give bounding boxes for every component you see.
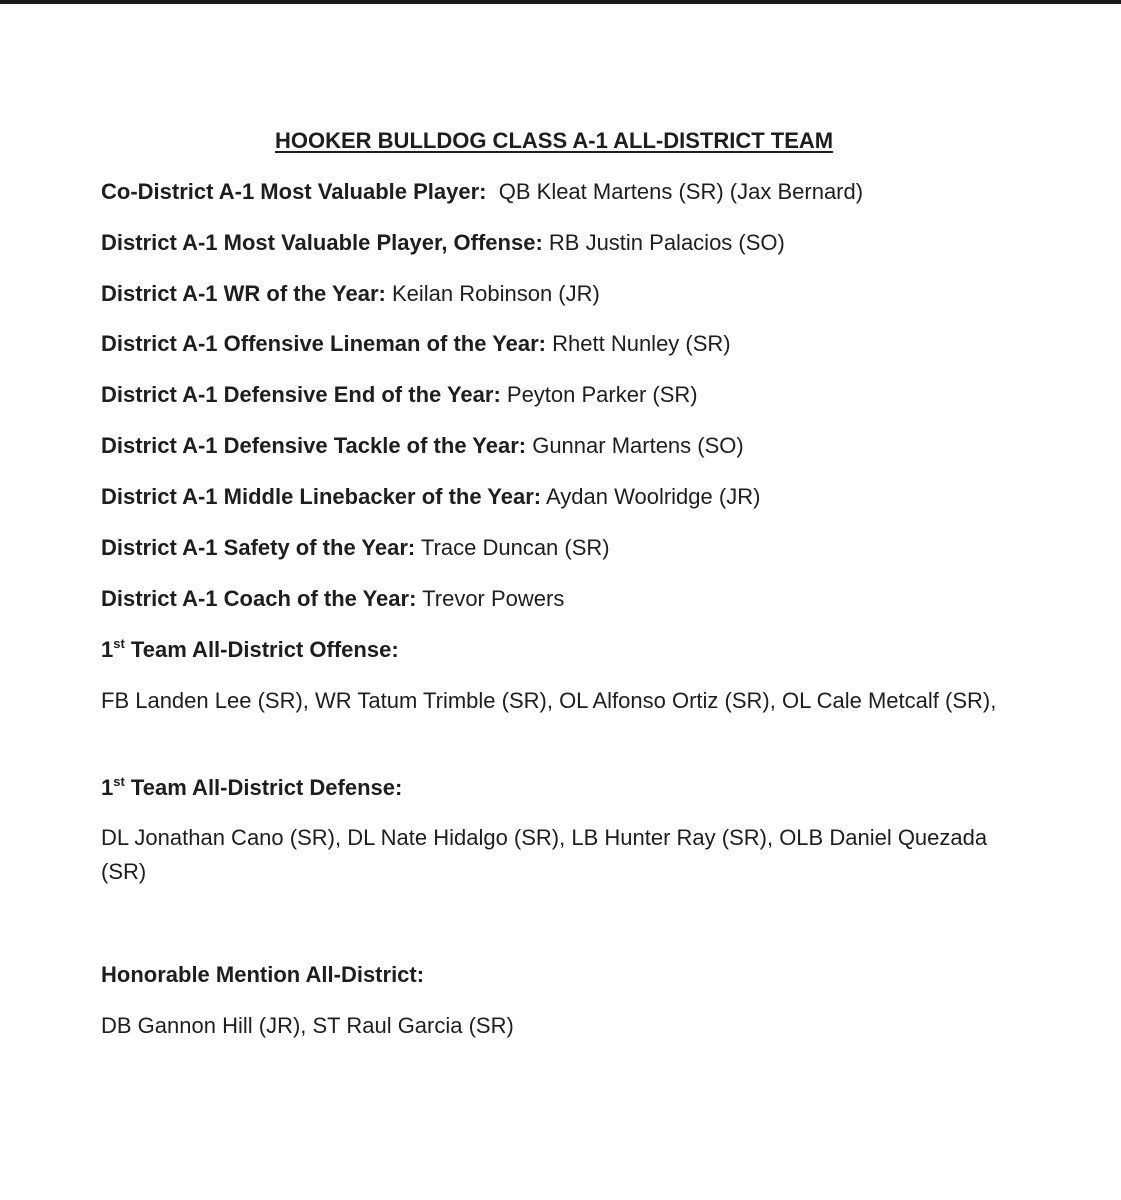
award-label: District A-1 Middle Linebacker of the Year: xyxy=(101,484,542,509)
honorable-players: DB Gannon Hill (JR), ST Raul Garcia (SR) xyxy=(101,1013,514,1038)
award-value: Keilan Robinson (JR) xyxy=(385,281,600,306)
award-value: RB Justin Palacios (SO) xyxy=(542,230,785,255)
defense-players: DL Jonathan Cano (SR), DL Nate Hidalgo (SR), LB Hunter Ray (SR), OLB Daniel Quezada (SR) xyxy=(101,825,988,884)
award-value: Trevor Powers xyxy=(416,586,565,611)
award-line xyxy=(101,378,698,412)
offense-heading-suffix: st xyxy=(113,636,125,651)
award-label: District A-1 Coach of the Year: xyxy=(101,586,417,611)
award-value: Trace Duncan (SR) xyxy=(415,535,610,560)
defense-heading-text: Team All-District Defense: xyxy=(124,775,403,800)
award-line xyxy=(101,327,731,361)
award-value: Aydan Woolridge (JR) xyxy=(541,484,761,509)
award-label: District A-1 Defensive End of the Year: xyxy=(101,382,501,407)
offense-heading xyxy=(101,633,399,667)
award-line xyxy=(101,277,600,311)
offense-heading-text: Team All-District Offense: xyxy=(124,637,399,662)
award-line xyxy=(101,429,744,463)
top-border xyxy=(0,0,1121,4)
award-line xyxy=(101,531,610,565)
award-label: District A-1 Defensive Tackle of the Year: xyxy=(101,433,527,458)
honorable-heading-text: Honorable Mention All-District: xyxy=(101,962,425,987)
award-line xyxy=(101,175,863,209)
award-line xyxy=(101,480,760,514)
defense-heading-suffix: st xyxy=(113,774,125,789)
award-value: Rhett Nunley (SR) xyxy=(546,331,731,356)
offense-players: FB Landen Lee (SR), WR Tatum Trimble (SR), OL Alfonso Ortiz (SR), OL Cale Metcalf (SR), xyxy=(101,688,997,713)
award-label: Co-District A-1 Most Valuable Player: xyxy=(101,179,487,204)
award-label: District A-1 Offensive Lineman of the Year: xyxy=(101,331,547,356)
award-value: Peyton Parker (SR) xyxy=(500,382,698,407)
defense-heading xyxy=(101,771,402,805)
award-line xyxy=(101,226,785,260)
defense-heading-number: 1 xyxy=(101,775,114,800)
award-value: Gunnar Martens (SO) xyxy=(526,433,744,458)
award-label: District A-1 WR of the Year: xyxy=(101,281,386,306)
offense-heading-number: 1 xyxy=(101,637,114,662)
award-line xyxy=(101,582,564,616)
award-value: QB Kleat Martens (SR) (Jax Bernard) xyxy=(486,179,864,204)
honorable-heading xyxy=(101,958,424,992)
award-label: District A-1 Most Valuable Player, Offense: xyxy=(101,230,543,255)
document-title: HOOKER BULLDOG CLASS A-1 ALL-DISTRICT TEAM xyxy=(275,128,834,153)
award-label: District A-1 Safety of the Year: xyxy=(101,535,416,560)
